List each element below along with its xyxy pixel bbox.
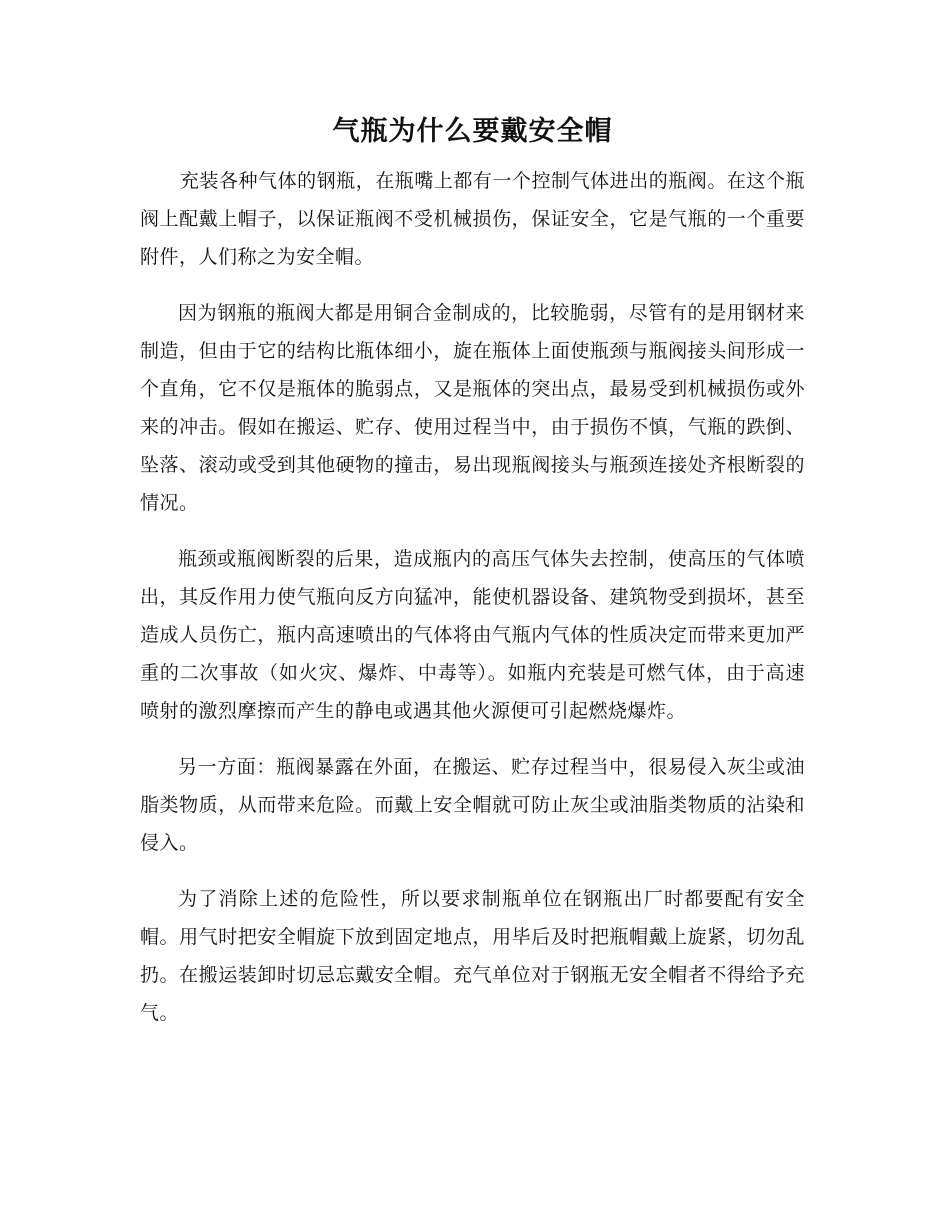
paragraph-4: 另一方面：瓶阀暴露在外面，在搬运、贮存过程当中，很易侵入灰尘或油脂类物质，从而带来危险。而戴上安全帽就可防止灰尘或油脂类物质的沾染和侵入。	[140, 756, 805, 854]
paragraph-5: 为了消除上述的危险性，所以要求制瓶单位在钢瓶出厂时都要配有安全帽。用气时把安全帽旋下放到固定地点，用毕后及时把瓶帽戴上旋紧，切勿乱扔。在搬运装卸时切忌忘戴安全帽。充气单位对于钢瓶无安全帽者不得给予充气。	[140, 888, 805, 1024]
document-title: 气瓶为什么要戴安全帽	[332, 116, 613, 147]
paragraph-1: 充装各种气体的钢瓶，在瓶嘴上都有一个控制气体进出的瓶阀。在这个瓶阀上配戴上帽子，以保证瓶阀不受机械损伤，保证安全，它是气瓶的一个重要附件，人们称之为安全帽。	[140, 170, 805, 268]
paragraph-2: 因为钢瓶的瓶阀大都是用铜合金制成的，比较脆弱，尽管有的是用钢材来制造，但由于它的结构比瓶体细小，旋在瓶体上面使瓶颈与瓶阀接头间形成一个直角，它不仅是瓶体的脆弱点，又是瓶体的突出点，最易受到机械损伤或外来的冲击。假如在搬运、贮存、使用过程当中，由于损伤不慎，气瓶的跌倒、坠落、滚动或受到其他硬物的撞击，易出现瓶阀接头与瓶颈连接处齐根断裂的情况。	[140, 302, 805, 514]
paragraph-3: 瓶颈或瓶阀断裂的后果，造成瓶内的高压气体失去控制，使高压的气体喷出，其反作用力使气瓶向反方向猛冲，能使机器设备、建筑物受到损坏，甚至造成人员伤亡，瓶内高速喷出的气体将由气瓶内气体的性质决定而带来更加严重的二次事故（如火灾、爆炸、中毒等）。如瓶内充装是可燃气体，由于高速喷射的激烈摩擦而产生的静电或遇其他火源便可引起燃烧爆炸。	[140, 548, 805, 722]
document-content	[140, 112, 805, 1050]
